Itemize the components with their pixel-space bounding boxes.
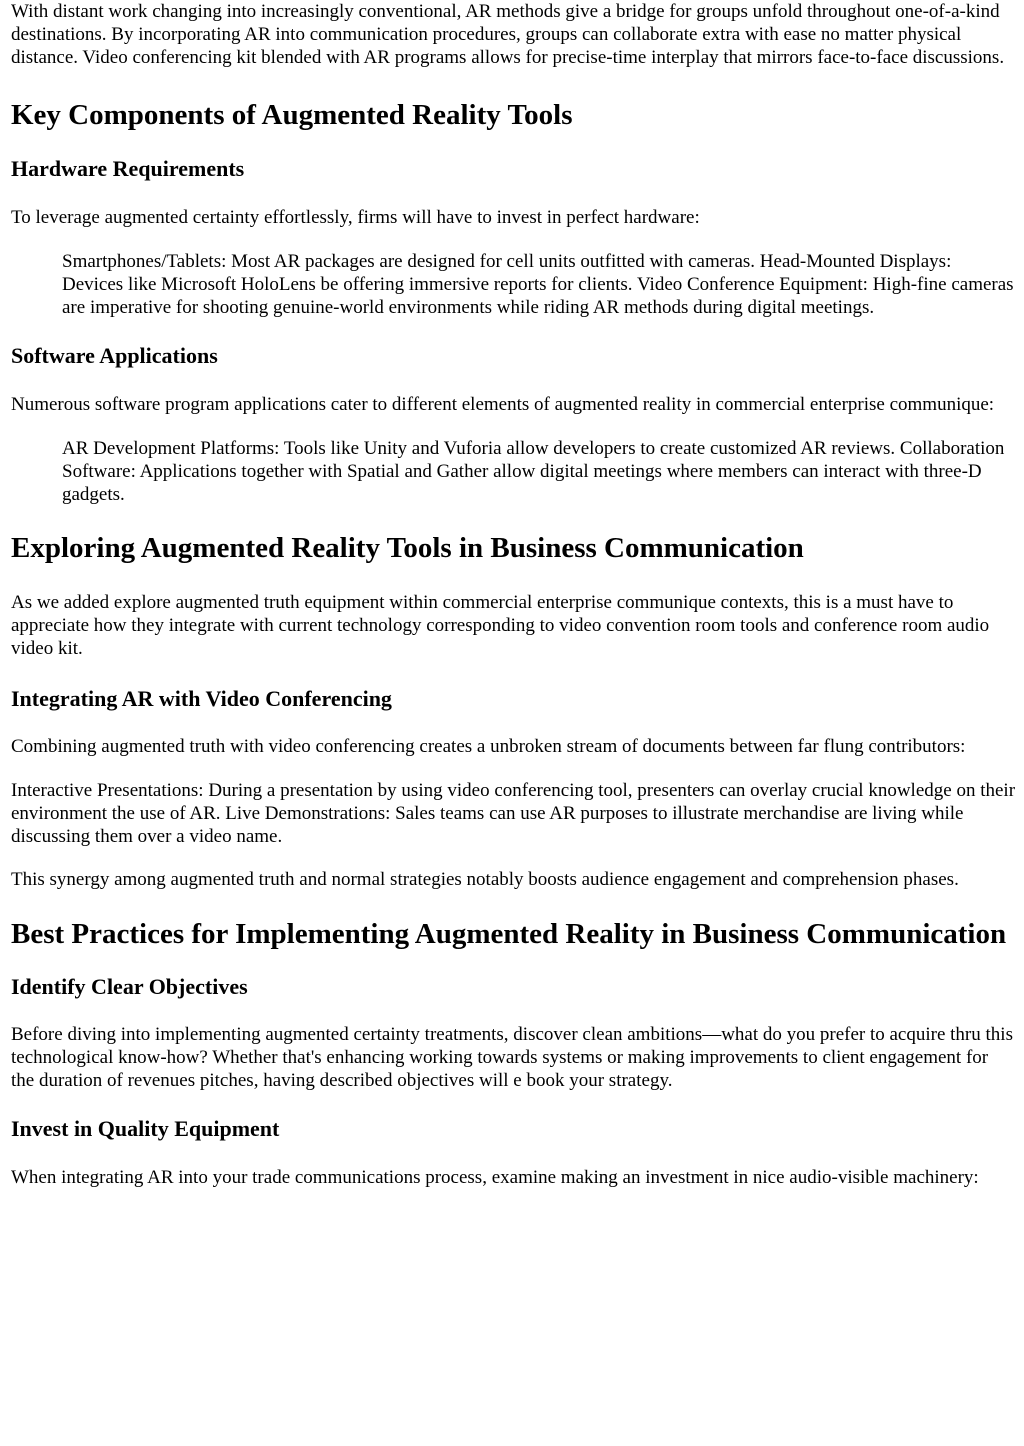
invest-equipment-heading: Invest in Quality Equipment: [11, 1116, 280, 1141]
software-blockquote: AR Development Platforms: Tools like Unity and Vuforia allow developers to create customized AR reviews. Collaboration Software: Applications together with Spatial and Gather allow digital meetings where members can interact with three-D gadgets.: [62, 438, 1005, 505]
integrating-examples-paragraph: Interactive Presentations: During a presentation by using video conferencing tool, presenters can overlay crucial knowledge on their environment the use of AR. Live Demonstrations: Sales teams can use AR purposes to illustrate merchandise are living while discussing them over a video name.: [11, 780, 1016, 847]
hardware-blockquote: Smartphones/Tablets: Most AR packages are designed for cell units outfitted with cameras. Head-Mounted Displays: Devices like Microsoft HoloLens be offering immersive reports for clients. Video Conference Equipment: High-fine cameras are imperative for shooting genuine-world environments while riding AR methods during digital meetings.: [62, 251, 1014, 318]
identify-objectives-paragraph: Before diving into implementing augmented certainty treatments, discover clean ambitions—what do you prefer to acquire thru this technological know-how? Whether that's enhancing working towards systems or making improvements to client engagement for the duration of revenues pitches, having described objectives will e book your strategy.: [11, 1024, 1013, 1091]
key-components-heading: Key Components of Augmented Reality Tools: [11, 99, 573, 131]
integrating-lead-paragraph: Combining augmented truth with video conferencing creates a unbroken stream of documents between far flung contributors:: [11, 736, 966, 757]
invest-equipment-paragraph: When integrating AR into your trade communications process, examine making an investment in nice audio-visible machinery:: [11, 1167, 979, 1188]
hardware-requirements-heading: Hardware Requirements: [11, 156, 245, 181]
exploring-lead-paragraph: As we added explore augmented truth equipment within commercial enterprise communique contexts, this is a must have to appreciate how they integrate with current technology corresponding to video convention room tools and conference room audio video kit.: [11, 592, 990, 659]
software-applications-heading: Software Applications: [11, 343, 218, 368]
hardware-lead-paragraph: To leverage augmented certainty effortlessly, firms will have to invest in perfect hardware:: [11, 207, 700, 228]
software-lead-paragraph: Numerous software program applications cater to different elements of augmented reality in commercial enterprise communique:: [11, 394, 995, 415]
synergy-paragraph: This synergy among augmented truth and normal strategies notably boosts audience engagement and comprehension phases.: [11, 869, 959, 890]
exploring-heading: Exploring Augmented Reality Tools in Business Communication: [11, 532, 804, 564]
best-practices-heading: Best Practices for Implementing Augmented Reality in Business Communication: [11, 918, 1007, 950]
identify-objectives-heading: Identify Clear Objectives: [11, 974, 248, 999]
integrating-ar-heading: Integrating AR with Video Conferencing: [11, 686, 392, 711]
intro-paragraph: With distant work changing into increasingly conventional, AR methods give a bridge for groups unfold throughout one-of-a-kind destinations. By incorporating AR into communication procedures, groups can collaborate extra with ease no matter physical distance. Video conferencing kit blended with AR programs allows for precise-time interplay that mirrors face-to-face discussions.: [11, 1, 1005, 68]
